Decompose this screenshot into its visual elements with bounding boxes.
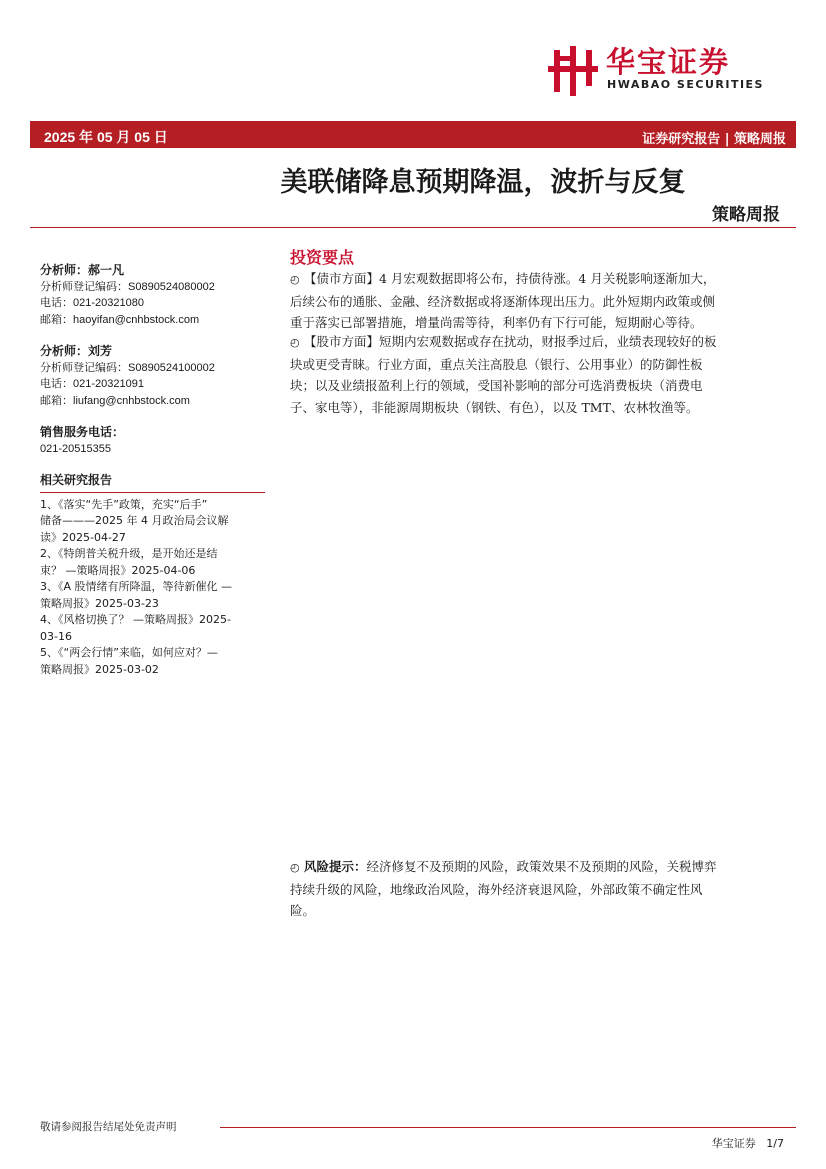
analyst-name: 分析师：郝一凡 [40,263,125,277]
related-report-item[interactable] [40,546,265,579]
report-date: 2025 年 05 月 05 日 [44,129,168,146]
paragraph-line: 【股市方面】短期内宏观数据或存在扰动，财报季过后，业绩表现较好的板 [304,334,717,349]
hwabao-logo-icon [548,46,598,96]
page-title: 美联储降息预期降温，波折与反复 [280,167,686,198]
analyst-cert [40,279,265,296]
report-line: 2、《特朗普关税升级，是开始还是结 [40,547,218,560]
related-report-item[interactable] [40,645,265,678]
phone-number: 021-20321080 [73,297,144,309]
email-label: 邮箱： [40,312,73,326]
related-reports-heading: 相关研究报告 [40,472,265,493]
analyst-email [40,312,265,329]
cert-number: S0890524100002 [128,361,215,374]
cert-number: S0890524080002 [128,280,215,293]
clock-bullet-icon: ◴ [290,336,300,349]
phone-number: 021-20321091 [73,378,144,390]
paragraph-line: 持续升级的风险，地缘政治风险，海外经济衰退风险，外部政策不确定性风 [290,881,703,897]
report-line: 03-16 [40,629,72,643]
paragraph-line: 块或更受青睐。行业方面，重点关注高股息（银行、公用事业）的防御性板 [290,356,703,372]
report-line: 4、《风格切换了？ —策略周报》2025- [40,613,231,626]
email-link[interactable]: liufang@cnhbstock.com [73,394,190,407]
report-line: 策略周报》2025-03-23 [40,596,159,610]
brand-name-en: HWABAO SECURITIES [607,78,764,91]
report-line: 1、《落实“先手”政策，充实“后手” [40,497,208,511]
report-type: 证券研究报告 | 策略周报 [642,132,786,147]
sales-phone: 021-20515355 [40,442,111,455]
paragraph-line: 子、家电等），非能源周期板块（钢铁、有色），以及 TMT、农林牧渔等。 [290,399,699,415]
paragraph-line: 块；以及业绩报盈利上行的领域，受国补影响的部分可选消费板块（消费电 [290,378,703,393]
title-rule [30,227,796,228]
analyst-email [40,393,265,410]
report-line: 储备———2025 年 4 月政治局会议解 [40,514,229,527]
cert-label: 分析师登记编码： [40,279,128,293]
email-label: 邮箱： [40,393,73,407]
footer-disclaimer: 敬请参阅报告结尾处免责声明 [40,1121,177,1133]
analyst-cert [40,360,265,377]
report-line: 读》2025-04-27 [40,530,126,544]
footer-page-info [712,1135,784,1151]
sales-contact [40,424,265,457]
page-subtitle: 策略周报 [712,205,780,225]
bond-market-paragraph [290,268,788,334]
stock-market-paragraph [290,331,788,418]
related-report-item[interactable] [40,579,265,612]
page-number: 1/7 [766,1137,784,1150]
investment-heading: 投资要点 [290,248,355,267]
report-line: 3、《A 股情绪有所降温，等待新催化 — [40,580,233,593]
paragraph-line: 【债市方面】4 月宏观数据即将公布，持债待涨。4 月关税影响逐渐加大， [304,271,716,286]
related-report-item[interactable] [40,612,265,645]
report-line: 5、《“两会行情”来临，如何应对？— [40,646,218,659]
risk-keyword: 风险提示： [304,859,367,874]
related-reports [40,472,265,678]
related-report-item[interactable] [40,497,265,547]
risk-warning [290,856,788,922]
report-line: 策略周报》2025-03-02 [40,662,159,676]
analyst-phone [40,376,265,393]
footer-rule [220,1127,796,1128]
analyst-phone [40,295,265,312]
sales-label: 销售服务电话： [40,425,125,439]
analyst-name: 分析师：刘芳 [40,344,113,358]
phone-label: 电话： [40,377,73,390]
analyst-card [40,343,265,409]
email-link[interactable]: haoyifan@cnhbstock.com [73,313,200,326]
paragraph-line: 后续公布的通胀、金融、经济数据或将逐渐体现出压力。此外短期内政策或侧 [290,293,716,309]
report-line: 束？ —策略周报》2025-04-06 [40,563,196,577]
cert-label: 分析师登记编码： [40,360,128,374]
clock-bullet-icon: ◴ [290,861,300,874]
sidebar [40,262,265,678]
clock-bullet-icon: ◴ [290,273,300,286]
paragraph-line: 险。 [290,903,316,918]
footer-company: 华宝证券 [711,1137,756,1150]
paragraph-line: 经济修复不及预期的风险，政策效果不及预期的风险，关税博弈 [366,859,717,874]
brand-name-cn: 华宝证券 [606,45,731,79]
phone-label: 电话： [40,296,73,309]
analyst-card [40,262,265,328]
paragraph-line: 重于落实已部署措施，增量尚需等待，利率仍有下行可能，短期耐心等待。 [290,315,703,330]
